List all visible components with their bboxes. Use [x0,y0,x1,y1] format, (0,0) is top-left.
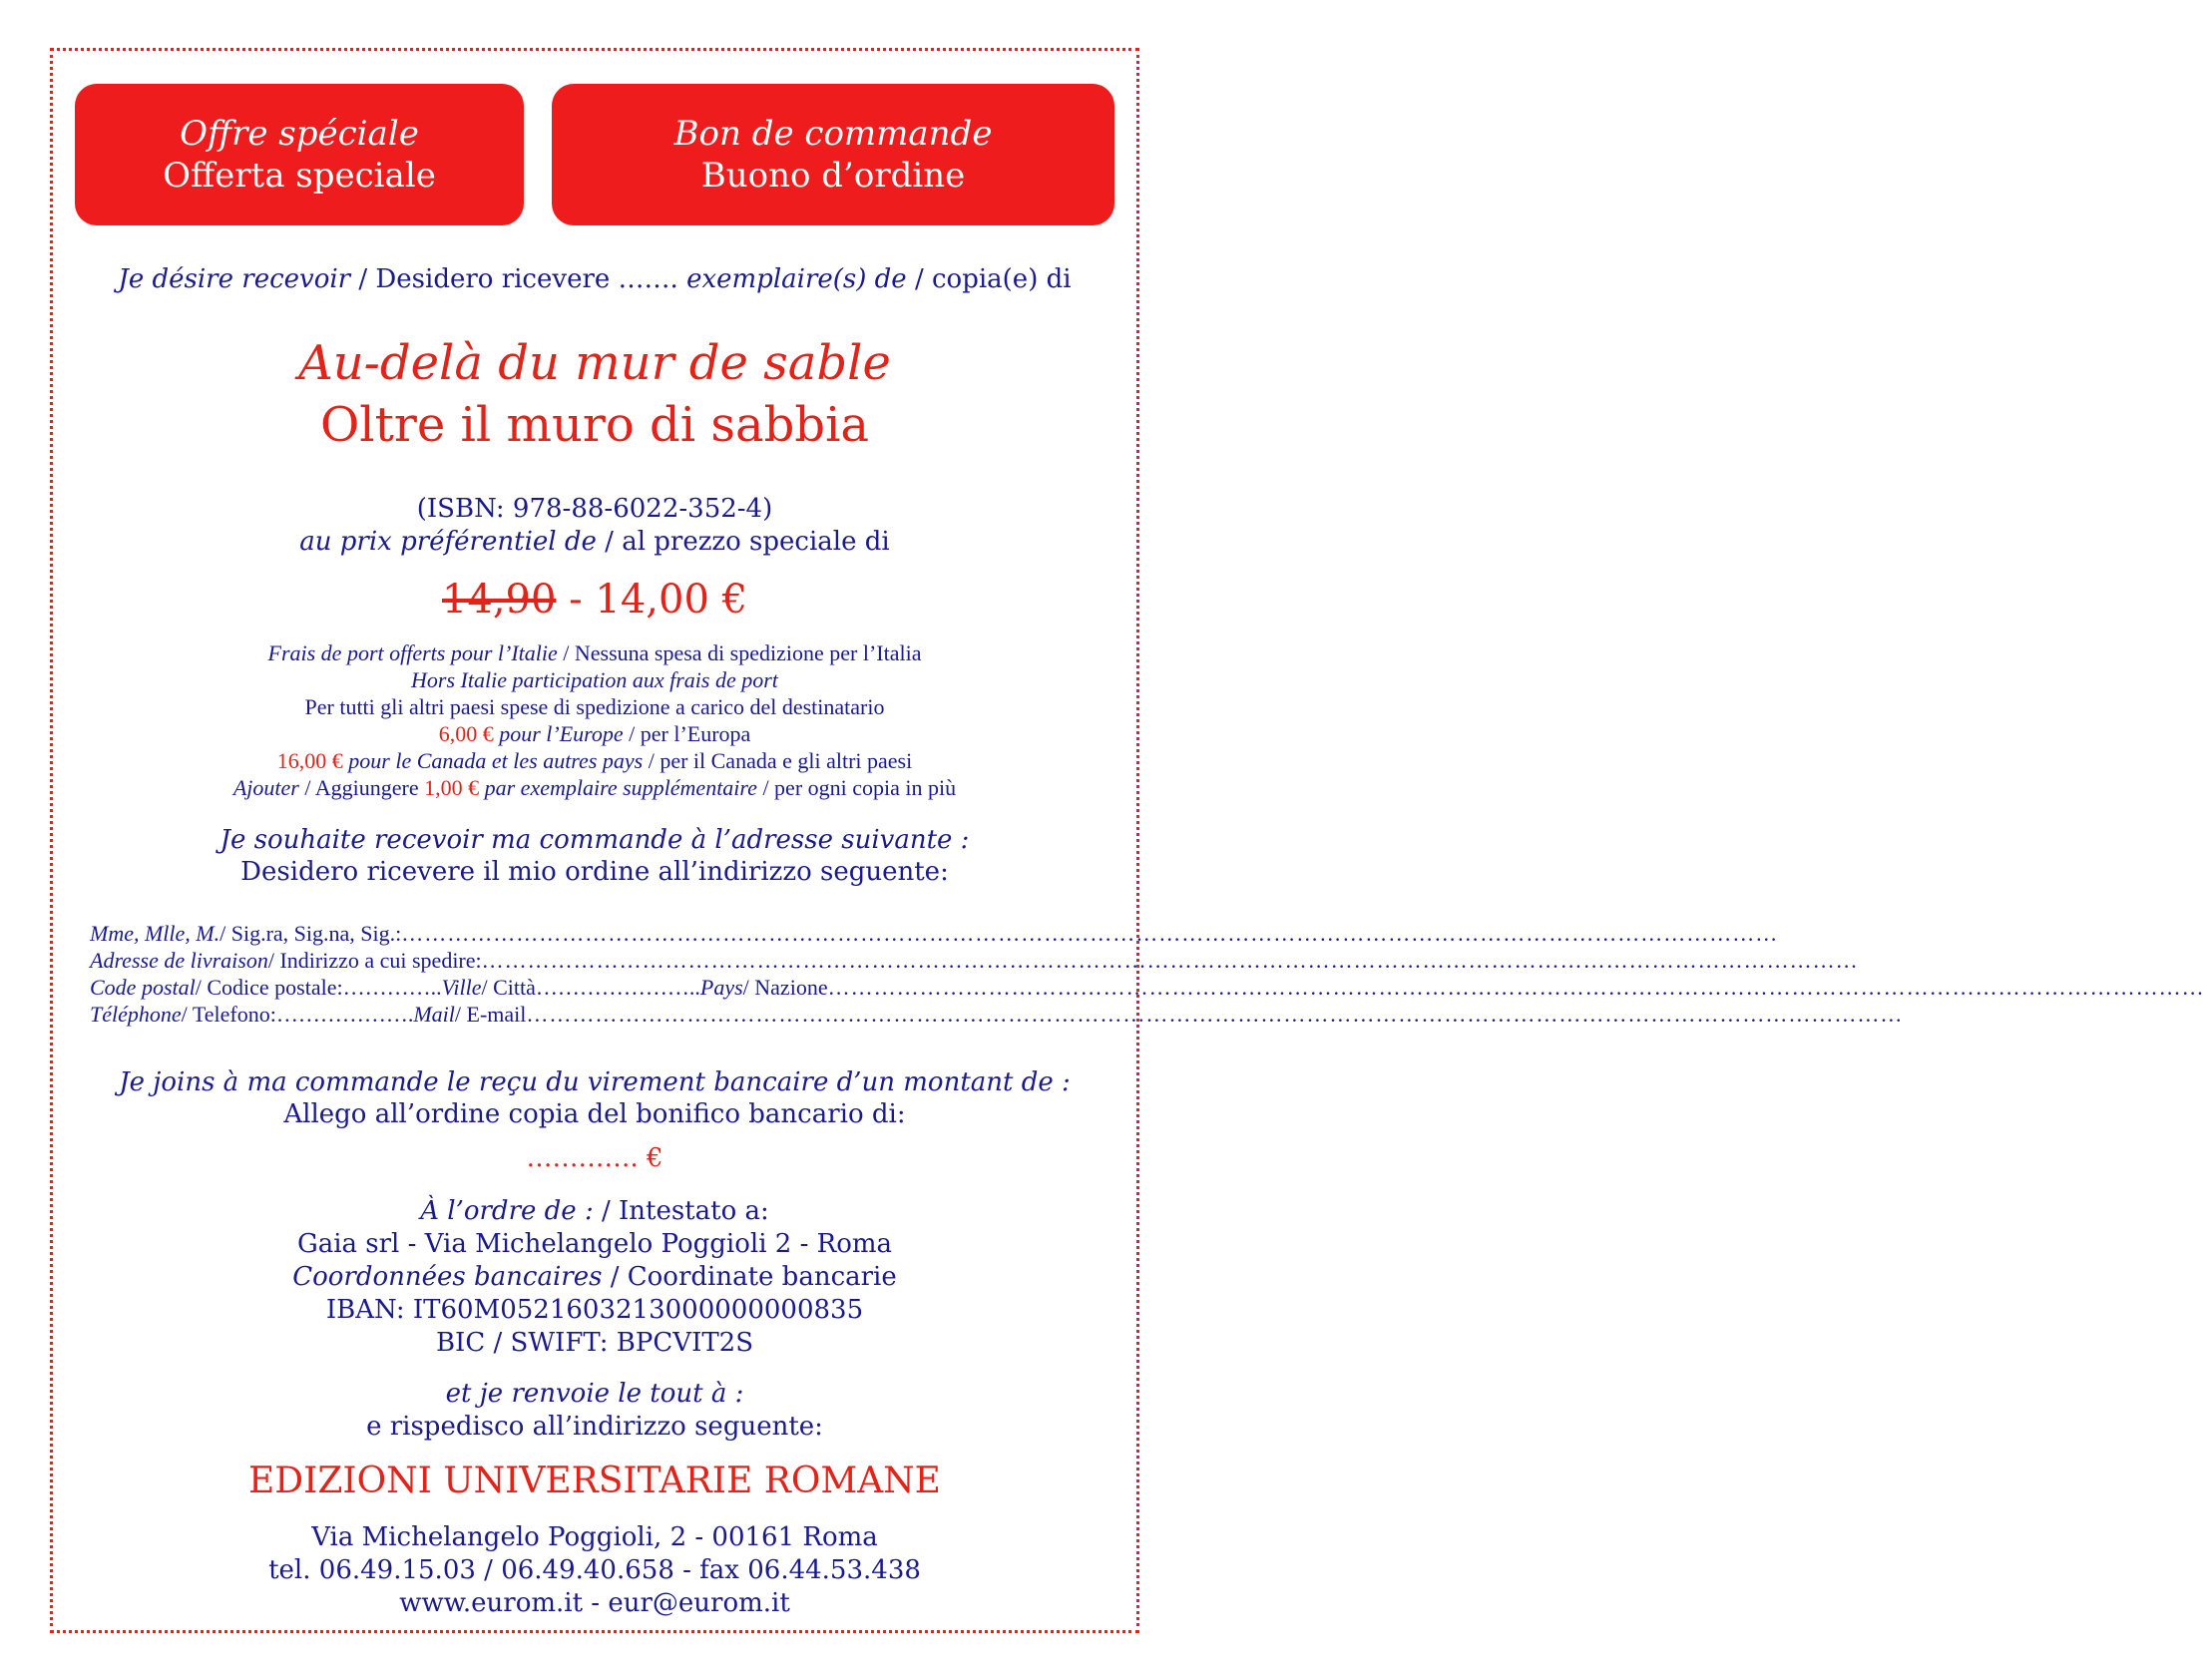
new-price: - 14,00 € [556,577,748,623]
shipping-1-fr: Frais de port offerts pour l’Italie [267,640,558,665]
publisher-address: Via Michelangelo Poggioli, 2 - 00161 Roma [311,1522,878,1552]
bank-it: / Coordinate bancarie [602,1262,897,1292]
special-offer-badge [75,84,524,225]
name-label-fr: Mme, Mlle, M. [90,921,220,946]
name-label-it: / Sig.ra, Sig.na, Sig.: [220,921,402,946]
price-line [50,526,1139,558]
delivery-address-field[interactable] [90,947,1859,974]
address-header-fr: Je souhaite recevoir ma commande à l’adresse suivante : [220,825,970,855]
city-label-it: / Città [481,975,536,1000]
payment-fr: Je joins à ma commande le reçu du virement bancaire d’un montant de : [119,1067,1071,1097]
mail-label-it: / E-mail [454,1002,527,1027]
return-fr: et je renvoie le tout à : [445,1379,744,1409]
phone-mail-field[interactable] [90,1001,1904,1028]
price-it: al prezzo speciale di [622,527,890,557]
payment-amount: …………. € [526,1143,663,1173]
book-title-fr: Au-delà du mur de sable [298,335,891,391]
iban: IBAN: IT60M0521603213000000000835 [325,1295,864,1325]
badge-offer-it: Offerta speciale [163,156,436,196]
shipping-europe-amount: 6,00 € [438,721,494,746]
company-address: Gaia srl - Via Michelangelo Poggioli 2 - Roma [296,1229,893,1259]
return-it: e rispedisco all’indirizzo seguente: [366,1412,823,1442]
bank-fr: Coordonnées bancaires [292,1262,603,1292]
bic-swift: BIC / SWIFT: BPCVIT2S [435,1328,754,1358]
intro-sep-1: / [350,264,376,294]
name-field[interactable] [90,920,1779,947]
price-fr: au prix préférentiel de [299,527,597,557]
badge-order-it: Buono d’ordine [700,156,966,196]
order-to-it: / Intestato a: [593,1196,769,1226]
shipping-6-it-2: / per ogni copia in più [756,775,957,800]
intro-fr-1: Je désire recevoir [118,264,351,294]
shipping-line-4 [50,720,1139,747]
phone-fill-dots[interactable]: ………………. [275,1002,414,1027]
city-fill-dots[interactable]: ………………….. [535,975,700,1000]
address-header-it: Desidero ricevere il mio ordine all’indirizzo seguente: [240,857,949,887]
publisher-name: EDIZIONI UNIVERSITARIE ROMANE [248,1461,941,1501]
publisher-phone: tel. 06.49.15.03 / 06.49.40.658 - fax 06.44.53.438 [268,1555,921,1585]
mail-label-fr: Mail [413,1002,455,1027]
badge-order-fr: Bon de commande [673,114,993,154]
city-label-fr: Ville [441,975,482,1000]
shipping-5-fr: pour le Canada et les autres pays [342,748,644,773]
shipping-extra-amount: 1,00 € [424,775,480,800]
shipping-6-fr-1: Ajouter [232,775,299,800]
delivery-label-it: / Indirizzo a cui spedire: [267,948,482,973]
order-to [50,1195,1139,1227]
name-fill-dots[interactable]: ……………………………………………………………………………………………………………………………………………………………… [401,921,1779,946]
intro-sep-2: / [906,264,932,294]
shipping-6-fr-2: par exemplaire supplémentaire [479,775,757,800]
publisher-web: www.eurom.it - eur@eurom.it [399,1588,790,1618]
payment-it: Allego all’ordine copia del bonifico bancario di: [283,1099,906,1129]
shipping-line-2: Hors Italie participation aux frais de port [411,667,778,692]
intro-it-1: Desidero ricevere ……. [375,264,687,294]
shipping-other-amount: 16,00 € [276,748,343,773]
shipping-4-it: / per l’Europa [623,721,751,746]
shipping-line-6 [50,774,1139,801]
shipping-line-1 [50,639,1139,666]
phone-label-fr: Téléphone [90,1002,182,1027]
mail-fill-dots[interactable]: ……………………………………………………………………………………………………………………………………………………………… [526,1002,1904,1027]
price [50,575,1139,625]
old-price: 14,90 [441,577,557,623]
address-form [90,920,2205,1028]
country-label-it: / Nazione [742,975,828,1000]
phone-label-it: / Telefono: [181,1002,276,1027]
shipping-line-5 [50,747,1139,774]
postal-label-it: / Codice postale: [195,975,343,1000]
country-fill-dots[interactable]: ……………………………………………………………………………………………………………………………………………………………… [827,975,2205,1000]
shipping-4-fr: pour l’Europe [493,721,624,746]
shipping-1-it: / Nessuna spesa di spedizione per l’Italia [557,640,922,665]
price-sep: / [596,527,623,557]
badge-offer-fr: Offre spéciale [180,114,419,154]
postal-city-country-field[interactable] [90,974,2205,1001]
bank-details [50,1261,1139,1293]
intro-line [50,263,1139,295]
postal-fill-dots[interactable]: ………….. [342,975,442,1000]
book-title-it: Oltre il muro di sabbia [319,397,870,453]
intro-it-2: copia(e) di [931,264,1072,294]
delivery-fill-dots[interactable]: ……………………………………………………………………………………………………………………………………………………………… [481,948,1859,973]
order-to-fr: À l’ordre de : [420,1196,594,1226]
isbn: (ISBN: 978-88-6022-352-4) [416,494,773,524]
shipping-5-it: / per il Canada e gli altri paesi [643,748,913,773]
order-form-badge [552,84,1114,225]
delivery-label-fr: Adresse de livraison [90,948,268,973]
postal-label-fr: Code postal [90,975,196,1000]
shipping-6-it-1: / Aggiungere [298,775,425,800]
intro-fr-2: exemplaire(s) de [686,264,907,294]
country-label-fr: Pays [699,975,743,1000]
shipping-line-3: Per tutti gli altri paesi spese di spedizione a carico del destinatario [304,694,885,719]
